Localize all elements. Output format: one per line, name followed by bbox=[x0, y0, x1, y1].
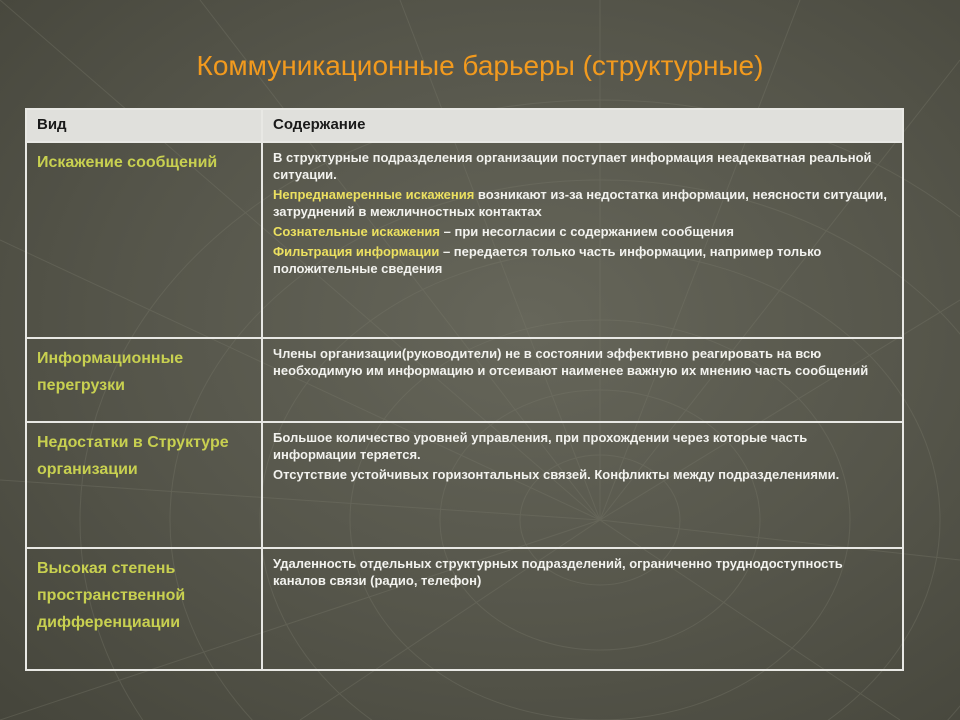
content-paragraph: Члены организации(руководители) не в состоянии эффективно реагировать на всю необходимую им информацию и отсеивают наименее важную их мнению часть сообщений bbox=[273, 346, 869, 378]
highlight-term: Фильтрация информации bbox=[273, 244, 440, 259]
barrier-kind: Информационные перегрузки bbox=[26, 338, 262, 422]
content-paragraph bbox=[273, 223, 892, 240]
barrier-kind: Искажение сообщений bbox=[26, 142, 262, 338]
barrier-content bbox=[262, 422, 903, 548]
header-content: Содержание bbox=[262, 109, 903, 142]
table-row bbox=[26, 338, 903, 422]
barriers-table bbox=[25, 108, 904, 671]
slide-title: Коммуникационные барьеры (структурные) bbox=[196, 50, 764, 81]
highlight-term: Непреднамеренные искажения bbox=[273, 187, 475, 202]
table-row bbox=[26, 142, 903, 338]
barrier-kind: Недостатки в Структуре организации bbox=[26, 422, 262, 548]
content-paragraph bbox=[273, 243, 892, 277]
content-paragraph bbox=[273, 186, 892, 220]
header-kind: Вид bbox=[26, 109, 262, 142]
table-row bbox=[26, 548, 903, 670]
barrier-content bbox=[262, 548, 903, 670]
content-text: – передается только часть информации, например только положительные сведения bbox=[273, 244, 822, 276]
barrier-content bbox=[262, 142, 903, 338]
barrier-content bbox=[262, 338, 903, 422]
content-paragraph: В структурные подразделения организации поступает информация неадекватная реальной ситуации. bbox=[273, 150, 872, 182]
content-text: возникают из-за недостатка информации, неясности ситуации, затруднений в межличностных контактах bbox=[273, 187, 888, 219]
content-paragraph: Большое количество уровней управления, при прохождении через которые часть информации теряется. bbox=[273, 430, 808, 462]
content-paragraph: Удаленность отдельных структурных подразделений, ограниченно труднодоступность каналов связи (радио, телефон) bbox=[273, 556, 843, 588]
highlight-term: Сознательные искажения bbox=[273, 224, 441, 239]
content-text: – при несогласии с содержанием сообщения bbox=[440, 224, 734, 239]
content-paragraph: Отсутствие устойчивых горизонтальных связей. Конфликты между подразделениями. bbox=[273, 467, 840, 482]
table-row bbox=[26, 422, 903, 548]
table-header-row bbox=[26, 109, 903, 142]
barrier-kind: Высокая степень пространственной дифференциации bbox=[26, 548, 262, 670]
